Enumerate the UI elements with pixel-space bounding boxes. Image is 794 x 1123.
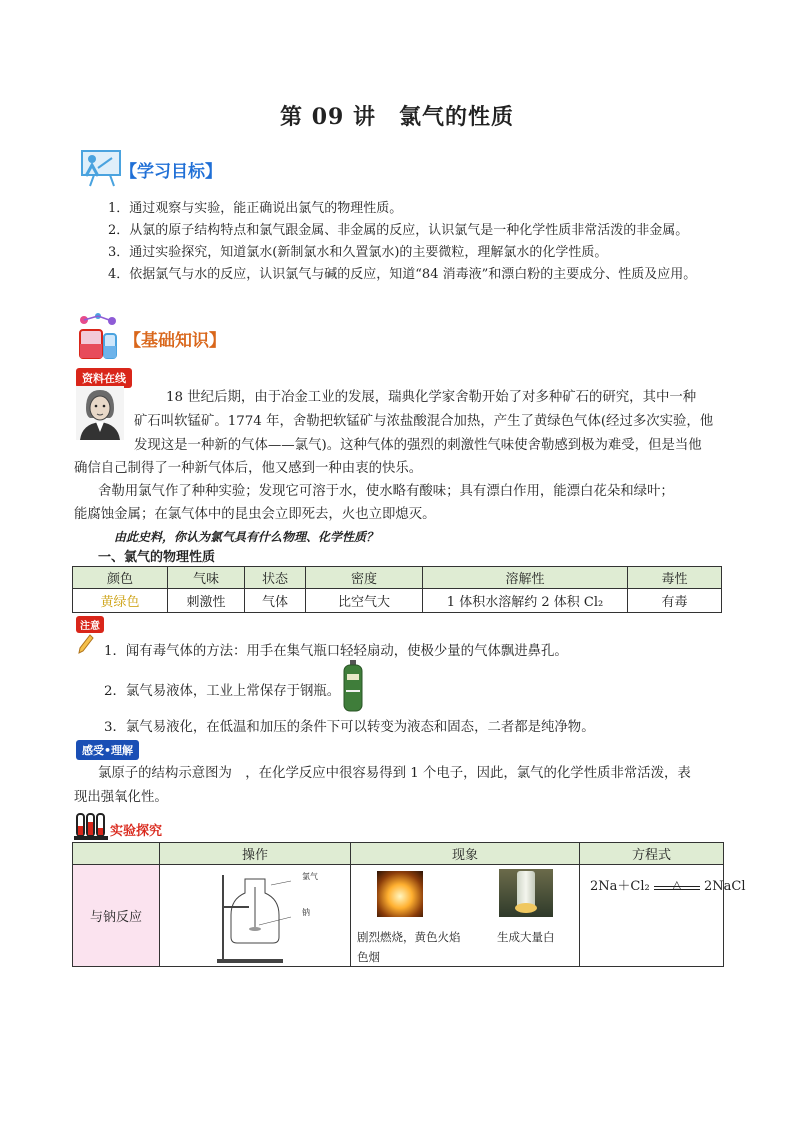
physical-properties-table (72, 566, 722, 613)
apparatus-cell (160, 865, 351, 967)
table-cell: 气体 (245, 589, 306, 613)
goals-heading: 【学习目标】 (120, 162, 222, 182)
story-line: 能腐蚀金属；在氯气体中的昆虫会立即死去，火也立即熄灭。 (74, 507, 436, 522)
test-tubes-icon (74, 812, 108, 840)
heat-symbol: △ (672, 878, 682, 891)
table-header: 溶解性 (423, 567, 628, 589)
note-item: 3．氯气易液化，在低温和加压的条件下可以转变为液态和固态，二者都是纯净物。 (104, 720, 595, 735)
note-item: 1．闻有毒气体的方法：用手在集气瓶口轻轻扇动，使极少量的气体飘进鼻孔。 (104, 644, 568, 659)
table-header-empty (73, 843, 160, 865)
question-text: 由此史料，你认为氯气具有什么物理、化学性质？ (114, 530, 379, 544)
teacher-board-icon (74, 148, 124, 188)
goal-item: 3．通过实验探究，知道氯水(新制氯水和久置氯水)的主要微粒，理解氯水的化学性质。 (108, 245, 608, 260)
story-line: 发现这是一种新的气体——氯气)。这种气体的强烈的刺激性气味使舍勒感到极为难受，但是当他 (134, 438, 702, 453)
reading-tag: 资料在线 (76, 368, 132, 388)
table-header: 操作 (160, 843, 351, 865)
table-header: 状态 (245, 567, 306, 589)
story-line: 确信自己制得了一种新气体后，他又感到一种由衷的快乐。 (74, 461, 423, 476)
scheele-portrait-image (76, 386, 124, 440)
table-cell: 有毒 (628, 589, 722, 613)
row-label: 与钠反应 (73, 865, 160, 967)
goal-item: 4．依据氯气与水的反应，认识氯气与碱的反应，知道“84 消毒液”和漂白粉的主要成分、性质及应用。 (108, 267, 697, 282)
page-title: 第 09 讲 氯气的性质 (280, 104, 514, 130)
table-header: 颜色 (73, 567, 168, 589)
table-header: 气味 (168, 567, 245, 589)
table-header: 现象 (351, 843, 580, 865)
phenomenon-caption: 生成大量白 (497, 930, 555, 944)
phenomenon-caption: 剧烈燃烧，黄色火焰 (357, 930, 461, 944)
goal-item: 1．通过观察与实验，能正确说出氯气的物理性质。 (108, 201, 403, 216)
table-header: 毒性 (628, 567, 722, 589)
goal-item: 2．从氯的原子结构特点和氯气跟金属、非金属的反应，认识氯气是一种化学性质非常活泼的非金属。 (108, 223, 689, 238)
note-tag: 注意 (76, 616, 104, 633)
table-header: 方程式 (580, 843, 724, 865)
flask-icon (74, 312, 124, 362)
basics-heading: 【基础知识】 (124, 331, 226, 351)
table-header: 密度 (306, 567, 423, 589)
physical-heading: 一、氯气的物理性质 (98, 550, 216, 565)
table-cell: 黄绿色 (73, 589, 168, 613)
chemical-equation (590, 875, 746, 894)
understanding-line: 现出强氧化性。 (74, 790, 168, 805)
steel-cylinder-image (342, 660, 364, 712)
story-line: 18 世纪后期，由于冶金工业的发展，瑞典化学家舍勒开始了对多种矿石的研究，其中一种 (166, 390, 697, 405)
phenomenon-cell (351, 865, 580, 967)
apparatus-diagram (195, 867, 315, 965)
table-cell: 刺激性 (168, 589, 245, 613)
equation-products: 2NaCl (704, 879, 746, 894)
table-cell: 1 体积水溶解约 2 体积 Cl₂ (423, 589, 628, 613)
phenomenon-caption: 色烟 (357, 950, 380, 964)
equation-cell (580, 865, 746, 967)
understanding-tag: 感受•理解 (76, 740, 139, 760)
note-item: 2．氯气易液体，工业上常保存于钢瓶。 (104, 684, 341, 699)
understanding-line: 氯原子的结构示意图为 ，在化学反应中很容易得到 1 个电子，因此，氯气的化学性质非常活泼，表 (98, 766, 691, 781)
experiment-heading: 实验探究 (110, 824, 163, 839)
equation-reactants: 2Na＋Cl₂ (590, 879, 650, 894)
pencil-icon (78, 634, 94, 654)
apparatus-label: 氯气 (302, 872, 318, 881)
story-line: 舍勒用氯气作了种种实验；发现它可溶于水，使水略有酸味；具有漂白作用，能漂白花朵和绿叶； (98, 484, 674, 499)
table-cell: 比空气大 (306, 589, 423, 613)
yellow-flame-photo (377, 871, 423, 917)
apparatus-label: 钠 (302, 908, 310, 917)
experiment-table (72, 842, 746, 967)
story-line: 矿石叫软锰矿。1774 年，舍勒把软锰矿与浓盐酸混合加热，产生了黄绿色气体(经过多次实验，他 (134, 414, 714, 429)
white-smoke-photo (499, 869, 553, 917)
